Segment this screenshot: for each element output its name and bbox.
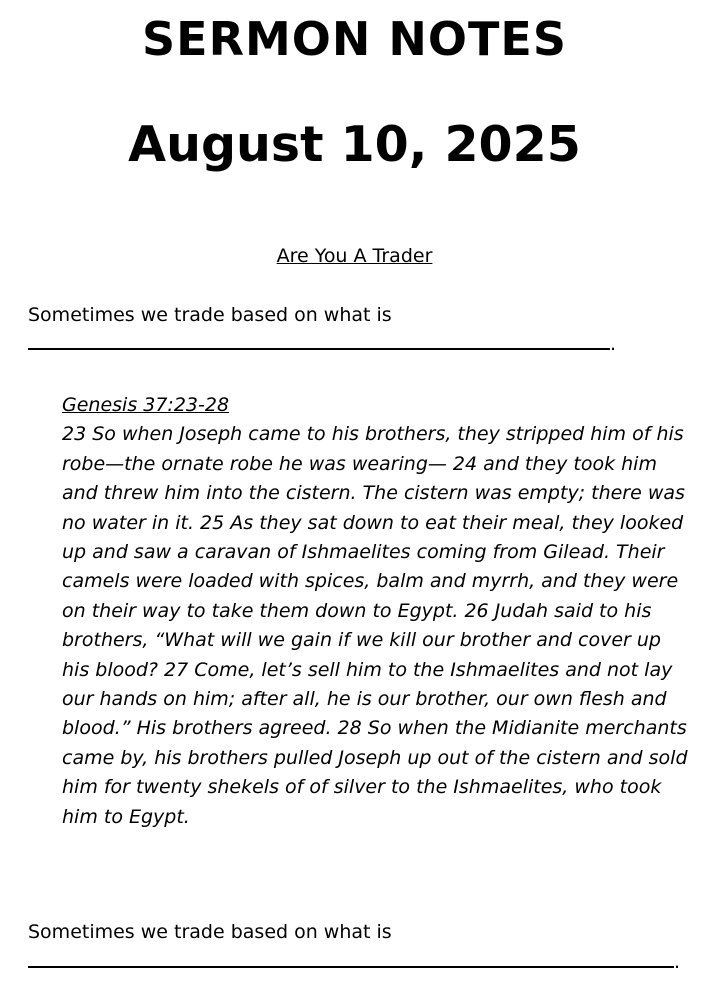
blank-period: . [610, 333, 617, 355]
blank-line [28, 948, 674, 968]
fill-in-blank-2[interactable] [28, 948, 680, 972]
fill-in-prompt-2: Sometimes we trade based on what is [28, 921, 392, 943]
fill-in-blank-1[interactable] [28, 330, 616, 354]
fill-in-prompt-1: Sometimes we trade based on what is [28, 304, 392, 326]
scripture-reference: Genesis 37:23-28 [62, 394, 230, 416]
page-title: SERMON NOTES [142, 12, 567, 66]
sermon-date: August 10, 2025 [128, 116, 581, 173]
blank-line [28, 330, 610, 350]
blank-period: . [674, 951, 681, 973]
scripture-text: 23 So when Joseph came to his brothers, they stripped him of his robe—the ornate robe he was wearing— 24 and they took him and threw him into the cistern. The cistern was empty; there was no water in it. 25 As they sat down to eat their meal, they looked up and saw a caravan of Ishmaelites coming from Gilead. Their camels were loaded with spices, balm and myrrh, and they were on their way to take them down to Egypt. 26 Judah said to his brothers, “What will we gain if we kill our brother and cover up his blood? 27 Come, let’s sell him to the Ishmaelites and not lay our hands on him; after all, he is our brother, our own flesh and blood.” His brothers agreed. 28 So when the Midianite merchants came by, his brothers pulled Joseph up out of the cistern and sold him for twenty shekels of of silver to the Ishmaelites, who took him to Egypt. [62, 423, 688, 828]
sermon-title: Are You A Trader [276, 245, 433, 267]
scripture-passage [62, 391, 692, 832]
